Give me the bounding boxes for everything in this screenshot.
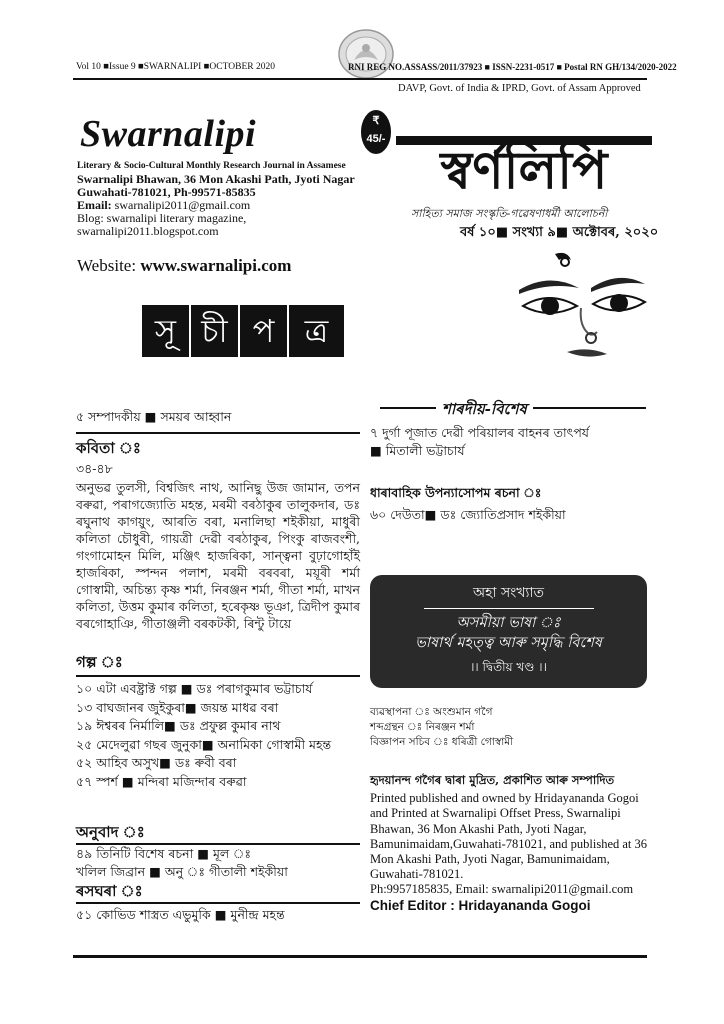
- credit-advertisement: বিজ্ঞাপন সচিব ঃ ধৰিত্ৰী গোস্বামী: [370, 736, 514, 748]
- assamese-masthead: [396, 132, 652, 194]
- imprint-english: Printed published and owned by Hridayananda Gogoi and Printed at Swarnalipi Offset Press, Swarnalipi Bhawan, 36 Mon Akashi Path, Jyoti Nagar, Bamunimaidam,Guwahati-781021, and published at 36 Mon Akashi Path, Jyoti Nagar, Bamunimaidam, Guwahati-781021.: [370, 791, 648, 882]
- left-rule-2: [76, 675, 360, 677]
- website-label: Website:: [77, 256, 141, 275]
- contents-letter-1: সূ: [142, 305, 189, 357]
- contents-letter-2: চী: [191, 305, 238, 357]
- story-item: ২৫ মেদেলুৱা গছৰ জুনুকা■ অনামিকা গোস্বামী মহন্ত: [76, 736, 332, 752]
- footer-rule: [73, 955, 647, 958]
- blog-line-1: Blog: swarnalipi literary magazine,: [77, 211, 247, 225]
- seal-logo: [336, 28, 396, 80]
- approval-line: DAVP, Govt. of India & IPRD, Govt. of Assam Approved: [398, 83, 641, 94]
- goddess-face-illustration: [519, 250, 647, 362]
- next-issue-part: ।। দ্বিতীয় খণ্ড ।।: [470, 660, 547, 675]
- english-masthead: Swarnalipi: [80, 113, 257, 155]
- credit-management: ব্যৱস্থাপনা ঃ অংশুমান গগৈ: [370, 706, 493, 718]
- chief-editor: Chief Editor : Hridayananda Gogoi: [370, 897, 591, 913]
- contents-heading: [142, 305, 346, 357]
- header-rule: [73, 78, 647, 80]
- sharadiya-item: ৭ দুৰ্গা পূজাত দেৱী পৰিয়ালৰ বাহনৰ তাৎপৰ্য: [370, 425, 590, 440]
- sharadiya-heading: শাৰদীয়-বিশেষ: [436, 398, 533, 423]
- publisher-info: [77, 160, 355, 238]
- website-url: www.swarnalipi.com: [140, 256, 292, 275]
- address-line-2: Guwahati-781021, Ph-99571-85835: [77, 185, 256, 199]
- imprint: [370, 773, 648, 913]
- translation-heading: অনুবাদ ঃ: [76, 823, 145, 841]
- story-item: ১৯ ঈশ্বৰৰ নিৰ্মালি■ ডঃ প্ৰফুল্ল কুমাৰ নাথ: [76, 718, 281, 733]
- left-rule-1: [76, 432, 360, 434]
- issue-line: বৰ্ষ ১০■ সংখ্যা ৯■ অক্টোবৰ, ২০২০: [460, 225, 659, 240]
- contents-letter-3: প: [240, 305, 287, 357]
- next-issue-label: অহা সংখ্যাত: [472, 585, 545, 601]
- stories-list: [76, 680, 331, 791]
- poems-pages: ৩৪-৪৮: [76, 461, 113, 476]
- story-item: ১৩ বাঘজানৰ জুইকুৰা■ জয়ন্ত মাধৱ বৰা: [76, 699, 279, 715]
- humour-heading: ৰসঘৰা ঃ: [76, 882, 143, 900]
- tagline: সাহিত্য সমাজ সংস্কৃতি-গৱেষণাধৰ্মী আলোচনী: [411, 207, 608, 220]
- journal-description: Literary & Socio-Cultural Monthly Research Journal in Assamese: [77, 161, 346, 171]
- price-badge: ₹ 45/-: [361, 110, 391, 154]
- credit-typesetting: শব্দগ্ৰন্থন ঃ নিৰঞ্জন শৰ্মা: [370, 721, 475, 733]
- email: swarnalipi2011@gmail.com: [111, 198, 251, 212]
- serial-item: ৬০ দেউতা■ ডঃ জ্যোতিপ্ৰসাদ শইকীয়া: [370, 507, 566, 522]
- sharadiya-author: ■ মিতালী ভট্টাচাৰ্য: [370, 443, 465, 458]
- imprint-contact: Ph:9957185835, Email: swarnalipi2011@gmail.com: [370, 882, 634, 897]
- volume-line: Vol 10 ■Issue 9 ■SWARNALIPI ■OCTOBER 2020: [76, 62, 275, 72]
- translation-line-1: ৪৯ তিনিটি বিশেষ ৰচনা ■ মূল ঃ: [76, 846, 252, 861]
- poets-list: অনুভৱ তুলসী, বিশ্বজিৎ নাথ, আনিছু উজ জামান, তপন বৰুৱা, পৰাগজ্যোতি মহন্ত, মৰমী বৰঠাকুৰ তালুকদাৰ, ডঃ ৰঘুনাথ কাগয়ুং, আৰতি বৰা, মনালিছা শইকীয়া, মাধুৰী কলিতা চৌধুৰী, গায়ত্ৰী দেৱী বৰঠাকুৰ, পিংকু ৰাজবংশী, গংগামোহন মিলি, মঞ্জিৎ হাজৰিকা, সান্ত্বনা বুঢ়াগোহাঁই হাজৰিকা, স্পন্দন পলাশ, মৰমী বৰবৰা, ময়ূৰী শৰ্মা গোস্বামী, অচিন্ত্য কৃষ্ণ শৰ্মা, নিৰঞ্জন শৰ্মা, গীতা শৰ্মা, মাখন কলিতা, উত্তম কুমাৰ কলিতা, হৰেকৃষ্ণ ভূঞা, ত্ৰিদীপ কুমাৰ বৰগোহাঞি, গীতাঞ্জলী বৰকটকী, ৰিন্টু টায়ে: [76, 480, 360, 631]
- blog-line-2: swarnalipi2011.blogspot.com: [77, 224, 219, 238]
- left-rule-4: [76, 902, 360, 904]
- credits: [370, 705, 513, 750]
- email-label: Email:: [77, 198, 112, 212]
- assamese-masthead-text: স্বৰ্ণলিপি: [440, 141, 608, 194]
- serial-heading: ধাৰাবাহিক উপন্যাসোপম ৰচনা ঃ: [370, 485, 542, 500]
- editorial-line: ৫ সম্পাদকীয় ■ সময়ৰ আহ্বান: [76, 409, 232, 424]
- story-item: ৫৭ স্পৰ্শ ■ মন্দিৰা মজিন্দাৰ বৰুৱা: [76, 773, 247, 789]
- imprint-assamese: হৃদয়ানন্দ গগৈৰ দ্বাৰা মুদ্ৰিত, প্ৰকাশিত আৰু সম্পাদিত: [370, 773, 615, 787]
- story-item: ১০ এটা এবষ্ট্ৰাক্ট গল্প ■ ডঃ পৰাগকুমাৰ ভট্টাচাৰ্য: [76, 681, 313, 696]
- next-issue-title-1: অসমীয়া ভাষা ঃ: [456, 615, 561, 632]
- humour-item: ৫১ কোভিড শাস্ত্ৰত এভুমুকি ■ মুনীন্দ্ৰ মহন্ত: [76, 907, 285, 922]
- next-issue-divider: [424, 608, 594, 609]
- translation-line-2: খলিল জিব্ৰান ■ অনু ঃ গীতালী শইকীয়া: [76, 864, 288, 879]
- registration-line: RNI REG NO.ASSASS/2011/37923 ■ ISSN-2231-0517 ■ Postal RN GH/134/2020-2022: [348, 62, 677, 72]
- poems-heading: কবিতা ঃ: [76, 439, 141, 457]
- next-issue-box: [370, 575, 647, 688]
- address-line-1: Swarnalipi Bhawan, 36 Mon Akashi Path, Jyoti Nagar: [77, 172, 355, 186]
- website-line: [77, 256, 291, 276]
- stories-heading: গল্প ঃ: [76, 653, 123, 671]
- story-item: ৫২ আহিব অসুখ■ ডঃ ৰুবী বৰা: [76, 755, 237, 770]
- next-issue-title-2: ভাষাৰ্থ মহত্ত্ব আৰু সমৃদ্ধি বিশেষ: [415, 635, 602, 652]
- contents-letter-4: ত্ৰ: [289, 305, 344, 357]
